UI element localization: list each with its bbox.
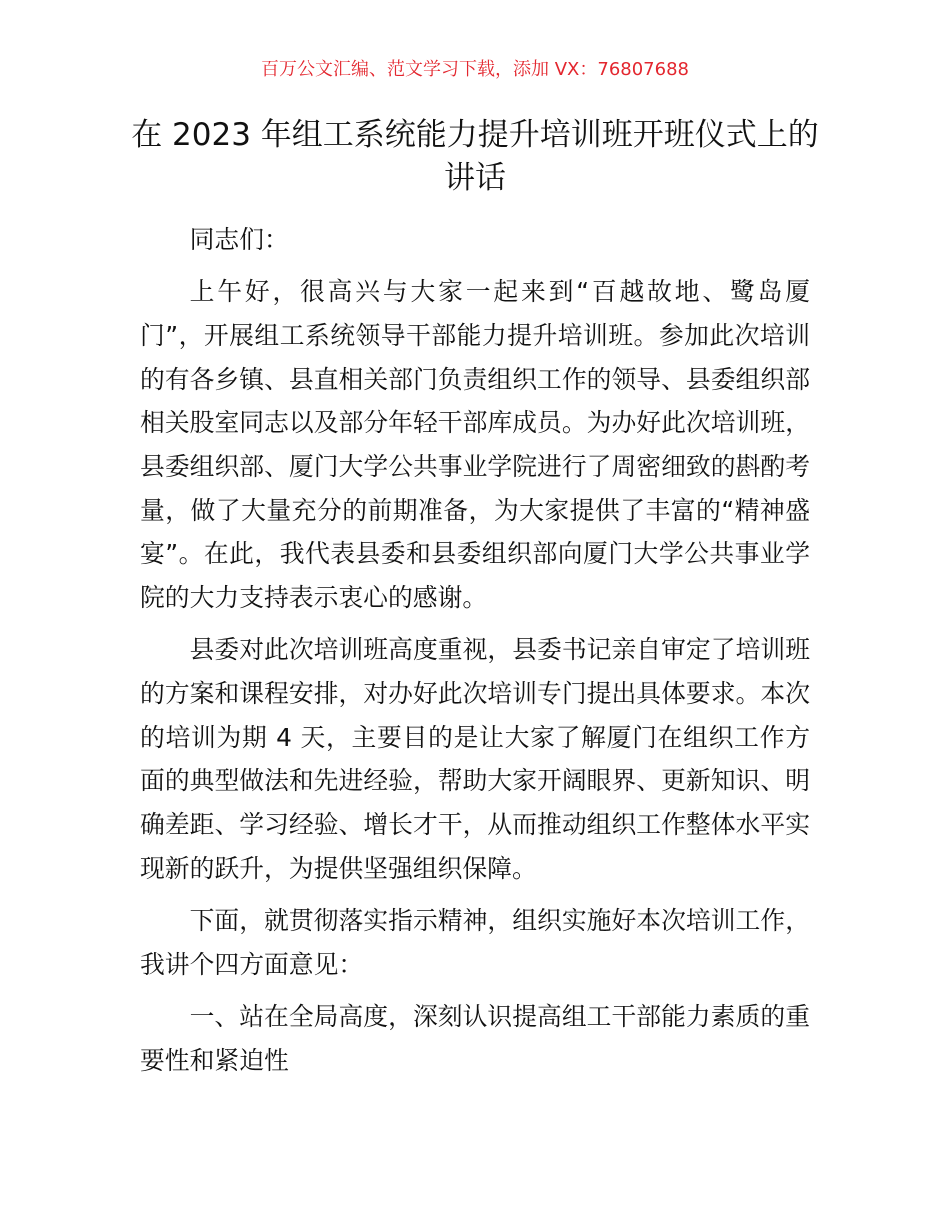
document-body [140,218,810,1091]
paragraph: 下面，就贯彻落实指示精神，组织实施好本次培训工作，我讲个四方面意见： [140,906,810,979]
salutation: 同志们： [189,225,289,254]
paragraph: 县委对此次培训班高度重视，县委书记亲自审定了培训班的方案和课程安排，对办好此次培训专门提出具体要求。本次的培训为期 4 天，主要目的是让大家了解厦门在组织工作方面的典型做法和先进经验，帮助大家开阔眼界、更新知识、明确差距、学习经验、增长才干，从而推动组织工作整体水平实现新的跃升，为提供坚强组织保障。 [140,635,810,883]
document-title: 在 2023 年组工系统能力提升培训班开班仪式上的讲话 [131,117,819,196]
section-heading: 一、站在全局高度，深刻认识提高组工干部能力素质的重要性和紧迫性 [140,1001,810,1075]
watermark-header: 百万公文汇编、范文学习下载，添加 VX：76807688 [261,59,689,80]
paragraph: 上午好，很高兴与大家一起来到“百越故地、鹭岛厦门”，开展组工系统领导干部能力提升培训班。参加此次培训的有各乡镇、县直相关部门负责组织工作的领导、县委组织部相关股室同志以及部分年轻干部库成员。为办好此次培训班，县委组织部、厦门大学公共事业学院进行了周密细致的斟酌考量，做了大量充分的前期准备，为大家提供了丰富的“精神盛宴”。在此，我代表县委和县委组织部向厦门大学公共事业学院的大力支持表示衷心的感谢。 [140,277,810,613]
